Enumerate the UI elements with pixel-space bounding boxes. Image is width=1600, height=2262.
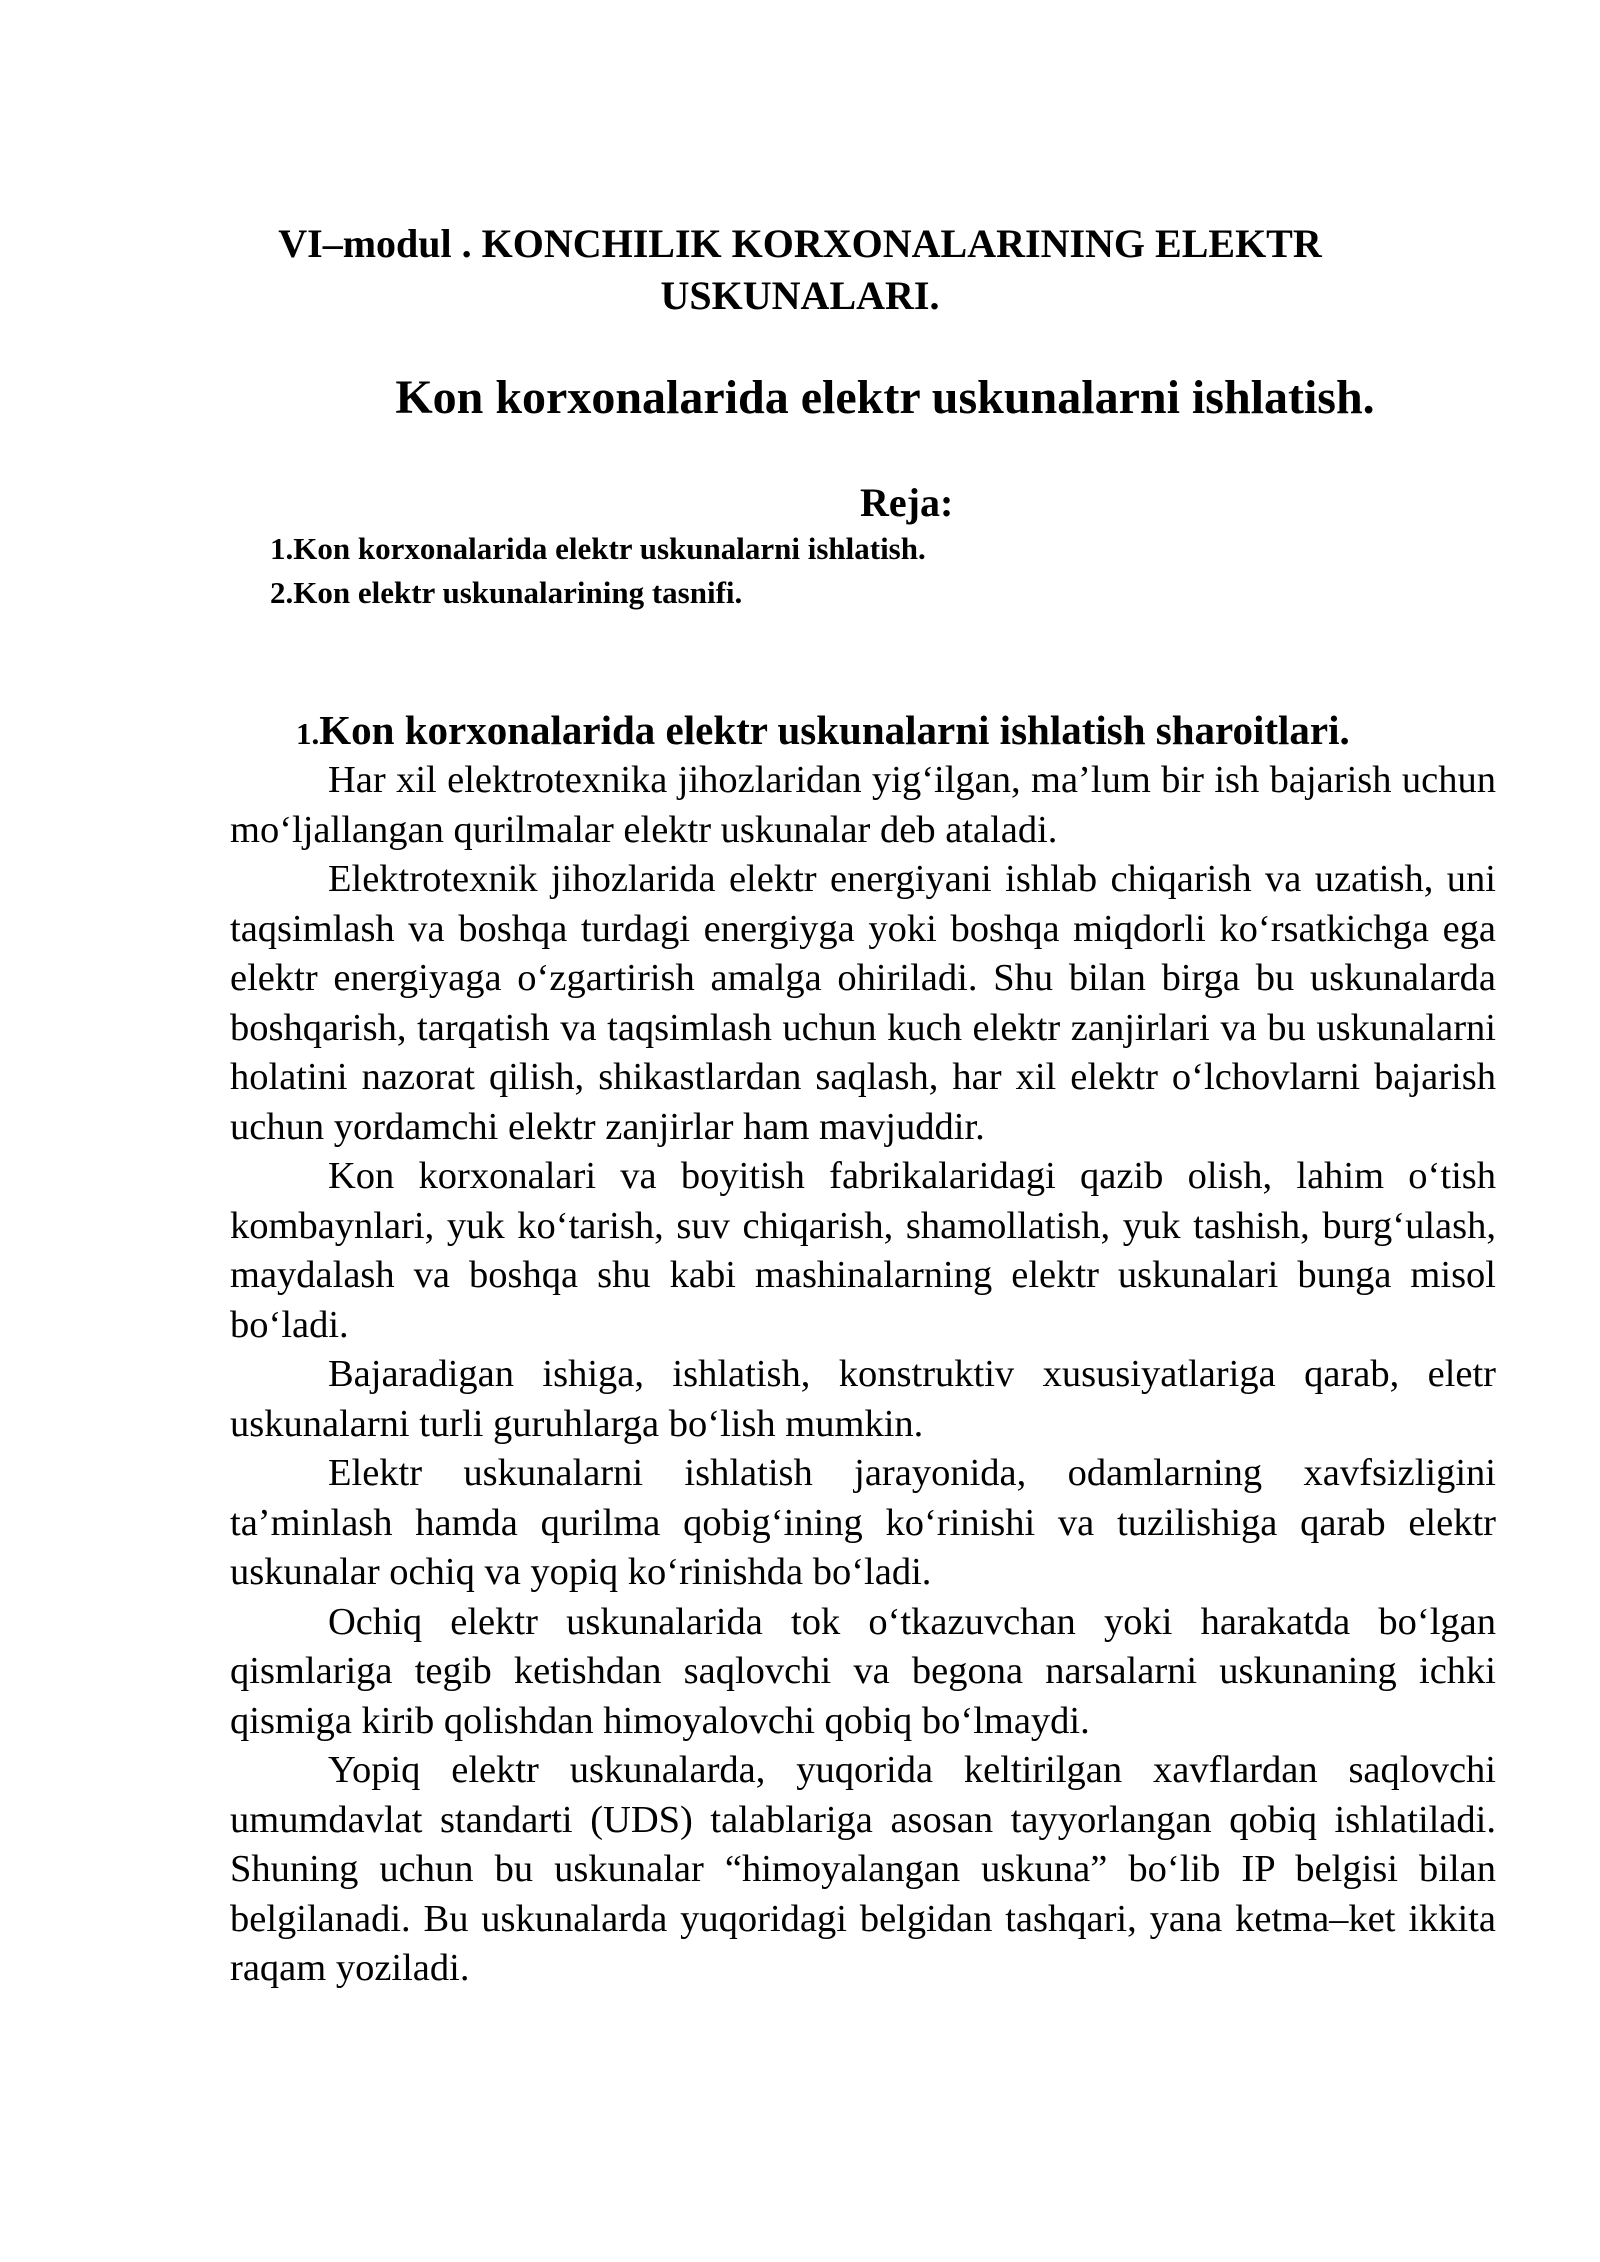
plan-list	[270, 527, 926, 615]
paragraph: Har xil elektrotexnika jihozlaridan yig‘ilgan, ma’lum bir ish bajarish uchun mo‘ljallangan qurilmalar elektr uskunalar deb ataladi.	[230, 759, 1496, 851]
paragraph: Kon korxonalari va boyitish fabrikalaridagi qazib olish, lahim o‘tish kombaynlari, yuk ko‘tarish, suv chiqarish, shamollatish, yuk tashish, burg‘ulash, maydalash va boshqa shu kabi mashinalarning elektr uskunalari bunga misol bo‘ladi.	[230, 1155, 1496, 1346]
paragraph: Ochiq elektr uskunalarida tok o‘tkazuvchan yoki harakatda bo‘lgan qismlariga tegib ketishdan saqlovchi va begona narsalarni uskunaning ichki qismiga kirib qolishdan himoyalovchi qobiq bo‘lmaydi.	[230, 1600, 1496, 1742]
body-text	[230, 756, 1496, 1994]
module-title-line-1: VI–modul . KONCHILIK KORXONALARINING ELEKTR	[278, 221, 1322, 266]
section-number: 1.	[296, 716, 320, 751]
plan-item-1: 1.Kon korxonalarida elektr uskunalarni ishlatish.	[270, 531, 926, 566]
paragraph: Yopiq elektr uskunalarda, yuqorida keltirilgan xavflardan saqlovchi umumdavlat standarti (UDS) talablariga asosan tayyorlangan qobiq ishlatiladi. Shuning uchun bu uskunalar “himoyalangan uskuna” bo‘lib IP belgisi bilan belgilanadi. Bu uskunalarda yuqoridagi belgidan tashqari, yana ketma–ket ikkita raqam yoziladi.	[230, 1749, 1496, 1989]
module-title-line-2: USKUNALARI.	[660, 273, 940, 318]
plan-item-2: 2.Kon elektr uskunalarining tasnifi.	[270, 575, 743, 610]
paragraph: Elektrotexnik jihozlarida elektr energiyani ishlab chiqarish va uzatish, uni taqsimlash va boshqa turdagi energiyga yoki boshqa miqdorli ko‘rsatkichga ega elektr energiyaga o‘zgartirish amalga ohiriladi. Shu bilan birga bu uskunalarda boshqarish, tarqatish va taqsimlash uchun kuch elektr zanjirlari va bu uskunalarni holatini nazorat qilish, shikastlardan saqlash, har xil elektr o‘lchovlarni bajarish uchun yordamchi elektr zanjirlar ham mavjuddir.	[230, 858, 1496, 1148]
paragraph: Bajaradigan ishiga, ishlatish, konstruktiv xususiyatlariga qarab, eletr uskunalarni turli guruhlarga bo‘lish mumkin.	[230, 1353, 1496, 1445]
section-title: Kon korxonalarida elektr uskunalarni ishlatish sharoitlari.	[319, 707, 1350, 753]
lesson-title: Kon korxonalarida elektr uskunalarni ishlatish.	[395, 371, 1375, 424]
plan-heading: Reja:	[860, 480, 954, 525]
paragraph: Elektr uskunalarni ishlatish jarayonida, odamlarning xavfsizligini ta’minlash hamda qurilma qobig‘ining ko‘rinishi va tuzilishiga qarab elektr uskunalar ochiq va yopiq ko‘rinishda bo‘ladi.	[230, 1452, 1496, 1593]
section-heading	[296, 704, 1350, 760]
module-title	[200, 218, 1400, 322]
